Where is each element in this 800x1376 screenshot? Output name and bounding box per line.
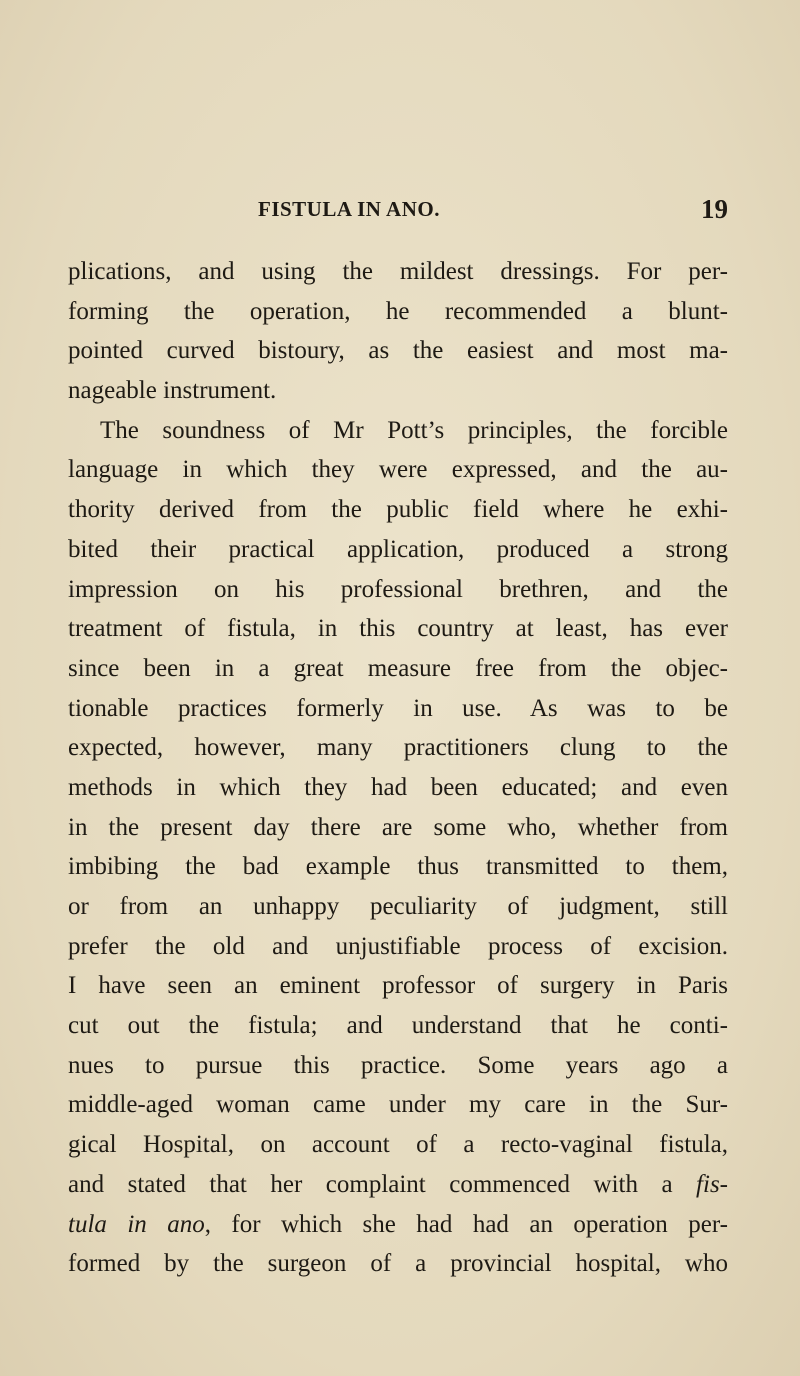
text-line: nageable instrument. bbox=[68, 377, 277, 405]
text-line: expected, however, many practitioners clung to the bbox=[68, 734, 728, 762]
text-line: cut out the fistula; and understand that he conti- bbox=[68, 1012, 728, 1040]
text-line bbox=[68, 1205, 728, 1245]
italic-text: tula in ano bbox=[68, 1210, 205, 1238]
text-line: I have seen an eminent professor of surgery in Paris bbox=[68, 972, 728, 1000]
text-line: or from an unhappy peculiarity of judgment, still bbox=[68, 893, 728, 920]
text-line: thority derived from the public field where he exhi- bbox=[68, 496, 728, 524]
text-line: nues to pursue this practice. Some years ago a bbox=[68, 1051, 728, 1079]
italic-text: fis- bbox=[696, 1170, 728, 1198]
page-number: 19 bbox=[701, 194, 728, 224]
text-line: pointed curved bistoury, as the easiest and most ma- bbox=[68, 337, 728, 365]
text-line: forming the operation, he recommended a blunt- bbox=[68, 297, 728, 325]
text-line: plications, and using the mildest dressings. For per- bbox=[68, 258, 728, 285]
text-segment: and stated that her complaint commenced with a bbox=[68, 1170, 673, 1198]
text-line: gical Hospital, on account of a recto-vaginal fistula, bbox=[68, 1131, 728, 1159]
text-line bbox=[68, 1165, 728, 1205]
text-line: in the present day there are some who, whether from bbox=[68, 813, 728, 841]
text-line: The soundness of Mr Pott’s principles, the forcible bbox=[100, 416, 728, 444]
text-line: methods in which they had been educated; and even bbox=[68, 773, 728, 801]
text-line: tionable practices formerly in use. As was to be bbox=[68, 694, 728, 722]
body-text bbox=[68, 252, 728, 1284]
page-header bbox=[68, 194, 728, 231]
text-line: middle-aged woman came under my care in the Sur- bbox=[68, 1091, 728, 1119]
text-segment: , for which she had had an operation per- bbox=[204, 1210, 728, 1238]
text-line: imbibing the bad example thus transmitted to them, bbox=[68, 853, 728, 881]
text-line: since been in a great measure free from the objec- bbox=[68, 654, 728, 682]
text-line: language in which they were expressed, and the au- bbox=[68, 456, 728, 484]
text-line: prefer the old and unjustifiable process of excision. bbox=[68, 932, 728, 960]
text-line: impression on his professional brethren, and the bbox=[68, 575, 728, 603]
text-line: bited their practical application, produced a strong bbox=[68, 535, 728, 563]
text-line: treatment of fistula, in this country at least, has ever bbox=[68, 615, 728, 643]
running-title: FISTULA IN ANO. bbox=[258, 197, 440, 221]
text-line: formed by the surgeon of a provincial hospital, who bbox=[68, 1250, 728, 1278]
